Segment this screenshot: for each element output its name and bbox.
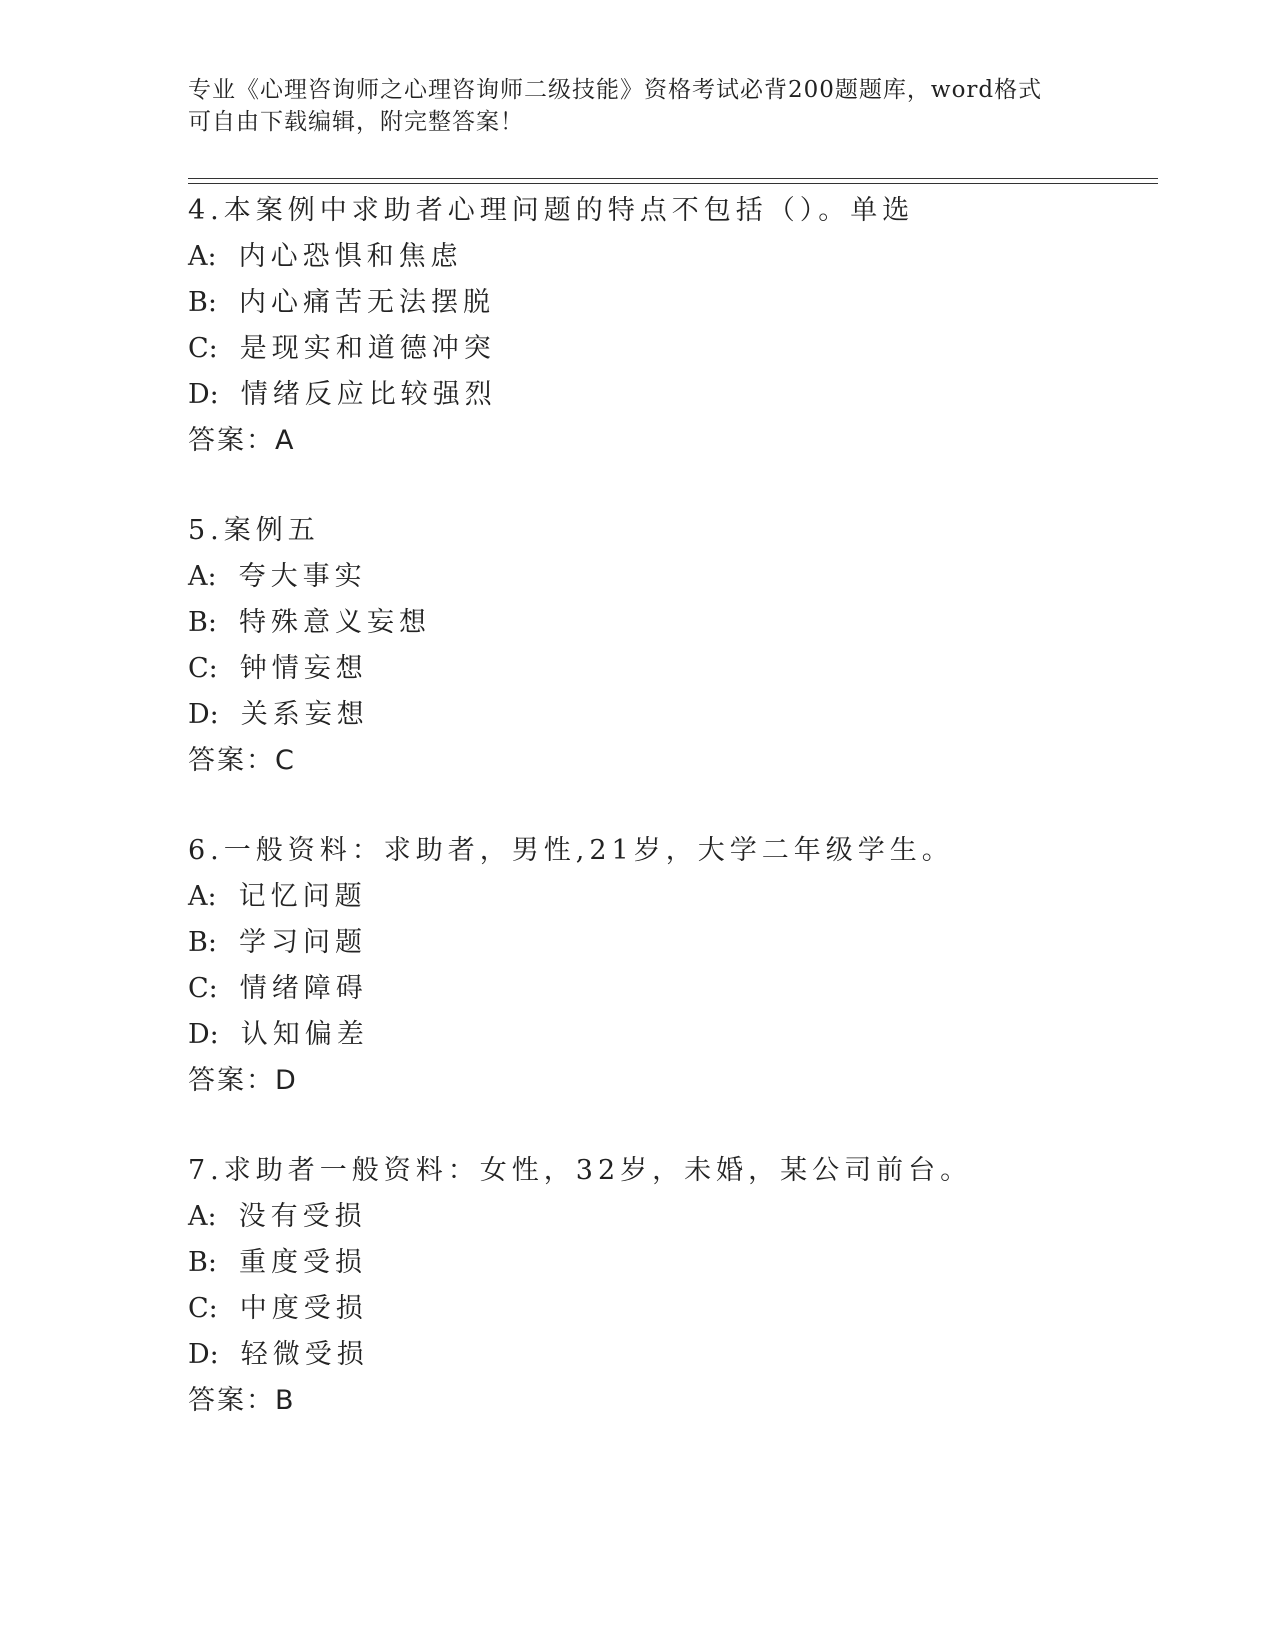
header-line-1: 专业《心理咨询师之心理咨询师二级技能》资格考试必背200题题库，word格式 [188,77,1043,103]
option-letter: C: [188,973,218,1004]
option-c [188,966,1148,1012]
option-d [188,1012,1148,1058]
option-b [188,920,1148,966]
option-c [188,326,1148,372]
option-letter: D: [188,1019,219,1050]
option-letter: B: [188,1247,217,1278]
question-title: 7.求助者一般资料：女性，32岁，未婚，某公司前台。 [188,1155,973,1186]
option-text: 情绪反应比较强烈 [240,379,497,410]
option-a [188,234,1148,280]
option-text: 钟情妄想 [239,653,368,684]
question-item [188,1148,1148,1424]
option-text: 内心恐惧和焦虑 [238,241,463,272]
option-letter: D: [188,379,219,410]
option-text: 重度受损 [238,1247,367,1278]
header-line-2: 可自由下载编辑，附完整答案！ [188,109,524,135]
option-letter: A: [188,881,217,912]
option-text: 夸大事实 [238,561,367,592]
answer-line: 答案：A [188,425,296,456]
option-d [188,1332,1148,1378]
option-d [188,372,1148,418]
option-b [188,1240,1148,1286]
option-letter: A: [188,241,217,272]
option-b [188,600,1148,646]
option-text: 认知偏差 [240,1019,369,1050]
option-letter: B: [188,927,217,958]
answer-line: 答案：C [188,745,296,776]
option-text: 内心痛苦无法摆脱 [238,287,495,318]
header-divider-bottom [188,183,1158,184]
option-text: 情绪障碍 [239,973,368,1004]
option-a [188,1194,1148,1240]
option-text: 记忆问题 [238,881,367,912]
option-letter: C: [188,1293,218,1324]
option-text: 是现实和道德冲突 [239,333,496,364]
option-text: 中度受损 [239,1293,368,1324]
question-title: 6.一般资料：求助者，男性,21岁，大学二年级学生。 [188,835,954,866]
option-text: 特殊意义妄想 [238,607,431,638]
answer-line: 答案：D [188,1065,298,1096]
question-title: 4.本案例中求助者心理问题的特点不包括（）。单选 [188,195,915,226]
header-divider-top [188,178,1158,179]
question-title: 5.案例五 [188,515,320,546]
option-letter: A: [188,561,217,592]
document-header [188,74,1088,138]
option-text: 学习问题 [238,927,367,958]
option-a [188,554,1148,600]
option-a [188,874,1148,920]
option-letter: D: [188,1339,219,1370]
option-letter: D: [188,699,219,730]
option-c [188,1286,1148,1332]
question-item [188,828,1148,1104]
answer-line: 答案：B [188,1385,296,1416]
option-letter: A: [188,1201,217,1232]
option-text: 没有受损 [238,1201,367,1232]
option-d [188,692,1148,738]
option-letter: B: [188,287,217,318]
option-c [188,646,1148,692]
option-text: 轻微受损 [240,1339,369,1370]
option-b [188,280,1148,326]
question-list [188,188,1148,1424]
question-item [188,188,1148,464]
option-letter: C: [188,653,218,684]
option-text: 关系妄想 [240,699,369,730]
option-letter: C: [188,333,218,364]
question-item [188,508,1148,784]
option-letter: B: [188,607,217,638]
